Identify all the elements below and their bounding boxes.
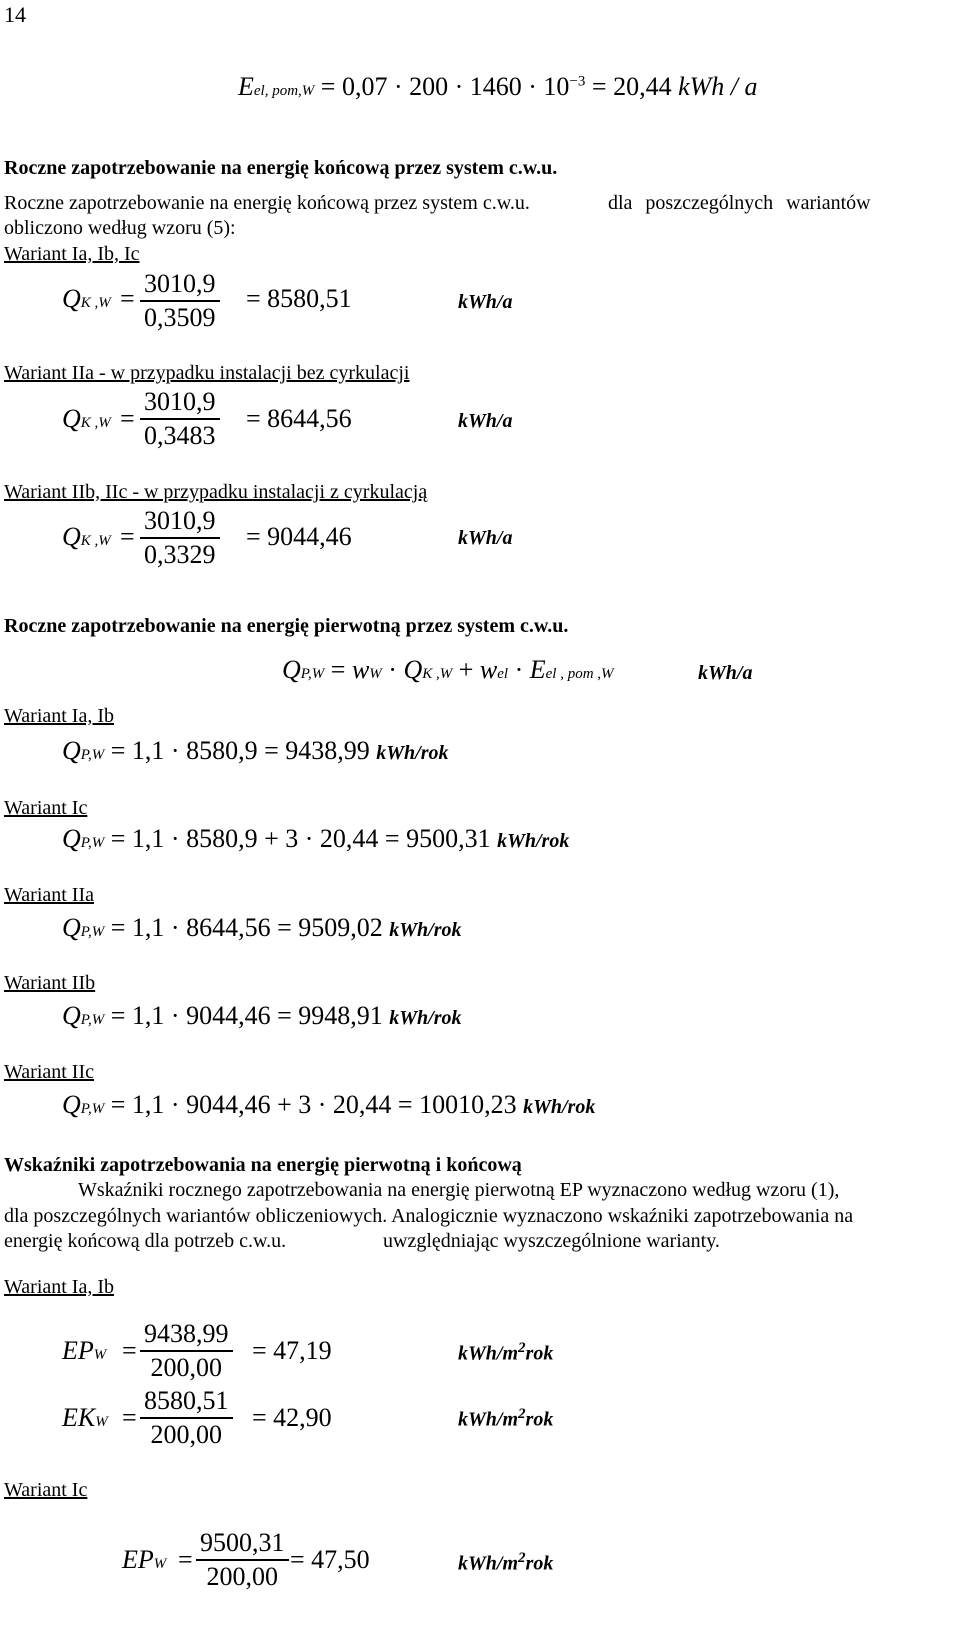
unit-label: kWh/a	[698, 662, 753, 684]
general-formula: QP,W = wW · QK ,W + wel · Eel , pom ,W	[282, 655, 614, 684]
unit-label: kWh/$m^2rok$	[458, 1550, 554, 1575]
fraction-numerator: 3010,9	[140, 268, 220, 302]
section-heading-final-energy: Roczne zapotrzebowanie na energię końcową przez system c.w.u.	[4, 157, 558, 179]
fraction-numerator: 3010,9	[140, 505, 220, 539]
qk-result: = 8644,56	[246, 404, 352, 433]
variant-label: Wariant Ia, Ib	[4, 1276, 114, 1298]
variant-label: Wariant IIa - w przypadku instalacji bez cyrkulacji	[4, 362, 410, 384]
variant-label: Wariant Ic	[4, 1479, 88, 1501]
unit-label: kWh/$m^2rok$	[458, 1340, 554, 1365]
variant-label: Wariant IIc	[4, 1061, 94, 1083]
qp-equation: QP,W = 1,1 · 8644,56 = 9509,02 kWh/rok	[62, 913, 462, 942]
qk-symbol: QK ,W	[62, 404, 111, 433]
variant-label: Wariant Ia, Ib	[4, 705, 114, 727]
equation-result: = 20,44	[591, 72, 672, 101]
qk-symbol: QK ,W	[62, 522, 111, 551]
unit-label: kWh/a	[458, 527, 513, 549]
fraction-denominator: 200,00	[150, 1420, 222, 1449]
equals-sign: =	[120, 522, 135, 551]
page-number: 14	[4, 2, 26, 27]
paragraph-line: dla poszczególnych wariantów obliczeniowych. Analogicznie wyznaczono wskaźniki zapotrzebowania na	[4, 1205, 854, 1227]
variant-label: Wariant Ia, Ib, Ic	[4, 243, 140, 265]
equals-sign: =	[122, 1403, 137, 1432]
equation-expression: = 0,07 · 200 · 1460 · 10	[320, 72, 570, 101]
equals-sign: =	[122, 1336, 137, 1365]
fraction	[140, 268, 220, 334]
variant-label: Wariant IIb	[4, 972, 96, 994]
fraction-denominator: 0,3509	[144, 303, 216, 332]
fraction	[140, 1385, 233, 1451]
unit-label: kWh/rok	[376, 742, 449, 764]
unit-label: kWh/rok	[497, 830, 570, 852]
qk-symbol: QK ,W	[62, 284, 111, 313]
ep-symbol: EPW	[62, 1336, 107, 1365]
paragraph-line-left: Roczne zapotrzebowanie na energię końcową przez system c.w.u.	[4, 192, 530, 214]
equation-subscript: el, pom,W	[253, 83, 315, 99]
ek-result: = 42,90	[252, 1403, 332, 1432]
fraction	[196, 1527, 289, 1593]
fraction-numerator: 9500,31	[196, 1527, 289, 1561]
unit-label: kWh/rok	[523, 1096, 596, 1118]
paragraph-line-right: uwzględniając wyszczególnione warianty.	[383, 1230, 720, 1252]
fraction-denominator: 0,3329	[144, 540, 216, 569]
paragraph-line-right: dla poszczególnych wariantów	[608, 192, 871, 214]
ep-result: = 47,19	[252, 1336, 332, 1365]
unit-label: kWh/$m^2rok$	[458, 1406, 554, 1431]
paragraph-line: Wskaźniki rocznego zapotrzebowania na energię pierwotną EP wyznaczono według wzoru (1),	[78, 1179, 840, 1201]
section-heading-primary-energy: Roczne zapotrzebowanie na energię pierwotną przez system c.w.u.	[4, 615, 569, 637]
equals-sign: =	[120, 404, 135, 433]
ep-symbol: EPW	[122, 1545, 167, 1574]
unit-label: kWh/rok	[389, 1007, 462, 1029]
qp-equation: QP,W = 1,1 · 9044,46 + 3 · 20,44 = 10010,23 kWh/rok	[62, 1090, 596, 1119]
variant-label: Wariant IIa	[4, 884, 94, 906]
paragraph-line-left: energię końcową dla potrzeb c.w.u.	[4, 1230, 287, 1252]
fraction-numerator: 9438,99	[140, 1318, 233, 1352]
fraction-numerator: 8580,51	[140, 1385, 233, 1419]
equation-exponent: −3	[569, 73, 586, 90]
unit-label: kWh/a	[458, 410, 513, 432]
qp-equation: QP,W = 1,1 · 9044,46 = 9948,91 kWh/rok	[62, 1001, 462, 1030]
qk-result: = 8580,51	[246, 284, 352, 313]
equals-sign: =	[120, 284, 135, 313]
equals-sign: =	[178, 1545, 193, 1574]
paragraph-line: obliczono według wzoru (5):	[4, 217, 236, 239]
unit-label: kWh/a	[458, 291, 513, 313]
equation-unit: kWh / a	[678, 72, 758, 101]
fraction-numerator: 3010,9	[140, 386, 220, 420]
equation-symbol: E	[238, 72, 254, 101]
fraction-denominator: 0,3483	[144, 421, 216, 450]
section-heading-indicators: Wskaźniki zapotrzebowania na energię pierwotną i końcową	[4, 1154, 522, 1176]
unit-label: kWh/rok	[389, 919, 462, 941]
qp-equation: QP,W = 1,1 · 8580,9 + 3 · 20,44 = 9500,31 kWh/rok	[62, 824, 570, 853]
fraction	[140, 1318, 233, 1384]
qp-equation: QP,W = 1,1 · 8580,9 = 9438,99 kWh/rok	[62, 736, 449, 765]
qk-result: = 9044,46	[246, 522, 352, 551]
ep-result: = 47,50	[290, 1545, 370, 1574]
fraction	[140, 505, 220, 571]
fraction	[140, 386, 220, 452]
ek-symbol: EKW	[62, 1403, 108, 1432]
variant-label: Wariant IIb, IIc - w przypadku instalacji z cyrkulacją	[4, 481, 428, 503]
fraction-denominator: 200,00	[206, 1562, 278, 1591]
variant-label: Wariant Ic	[4, 797, 88, 819]
equation-e-el-pom	[238, 72, 758, 102]
fraction-denominator: 200,00	[150, 1353, 222, 1382]
